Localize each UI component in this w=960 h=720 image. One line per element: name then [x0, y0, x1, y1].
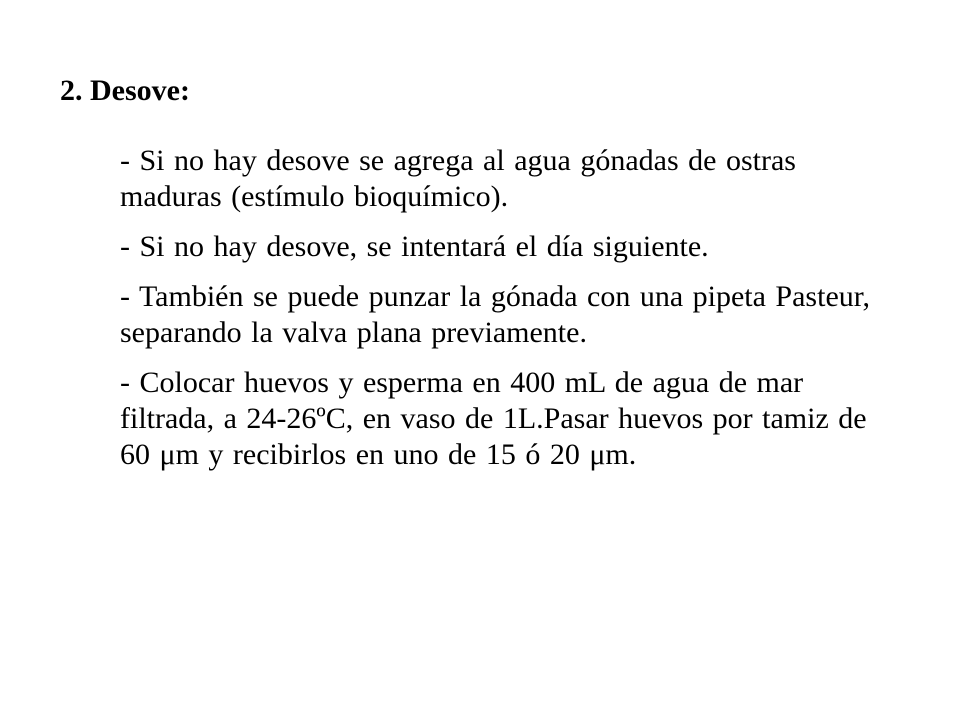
bullet-item-1: - Si no hay desove se agrega al agua gónadas de ostras maduras (estímulo bioquímico).: [120, 144, 796, 213]
section-heading: 2. Desove:: [60, 74, 190, 107]
bullet-item-3: - También se puede punzar la gónada con una pipeta Pasteur, separando la valva plana previamente.: [120, 280, 871, 349]
bullet-list: [120, 143, 880, 487]
bullet-item-4: - Colocar huevos y esperma en 400 mL de agua de mar filtrada, a 24-26ºC, en vaso de 1L.Pasar huevos por tamiz de 60 μm y recibirlos en uno de 15 ó 20 μm.: [120, 366, 867, 471]
bullet-item-2: - Si no hay desove, se intentará el día siguiente.: [120, 230, 709, 263]
